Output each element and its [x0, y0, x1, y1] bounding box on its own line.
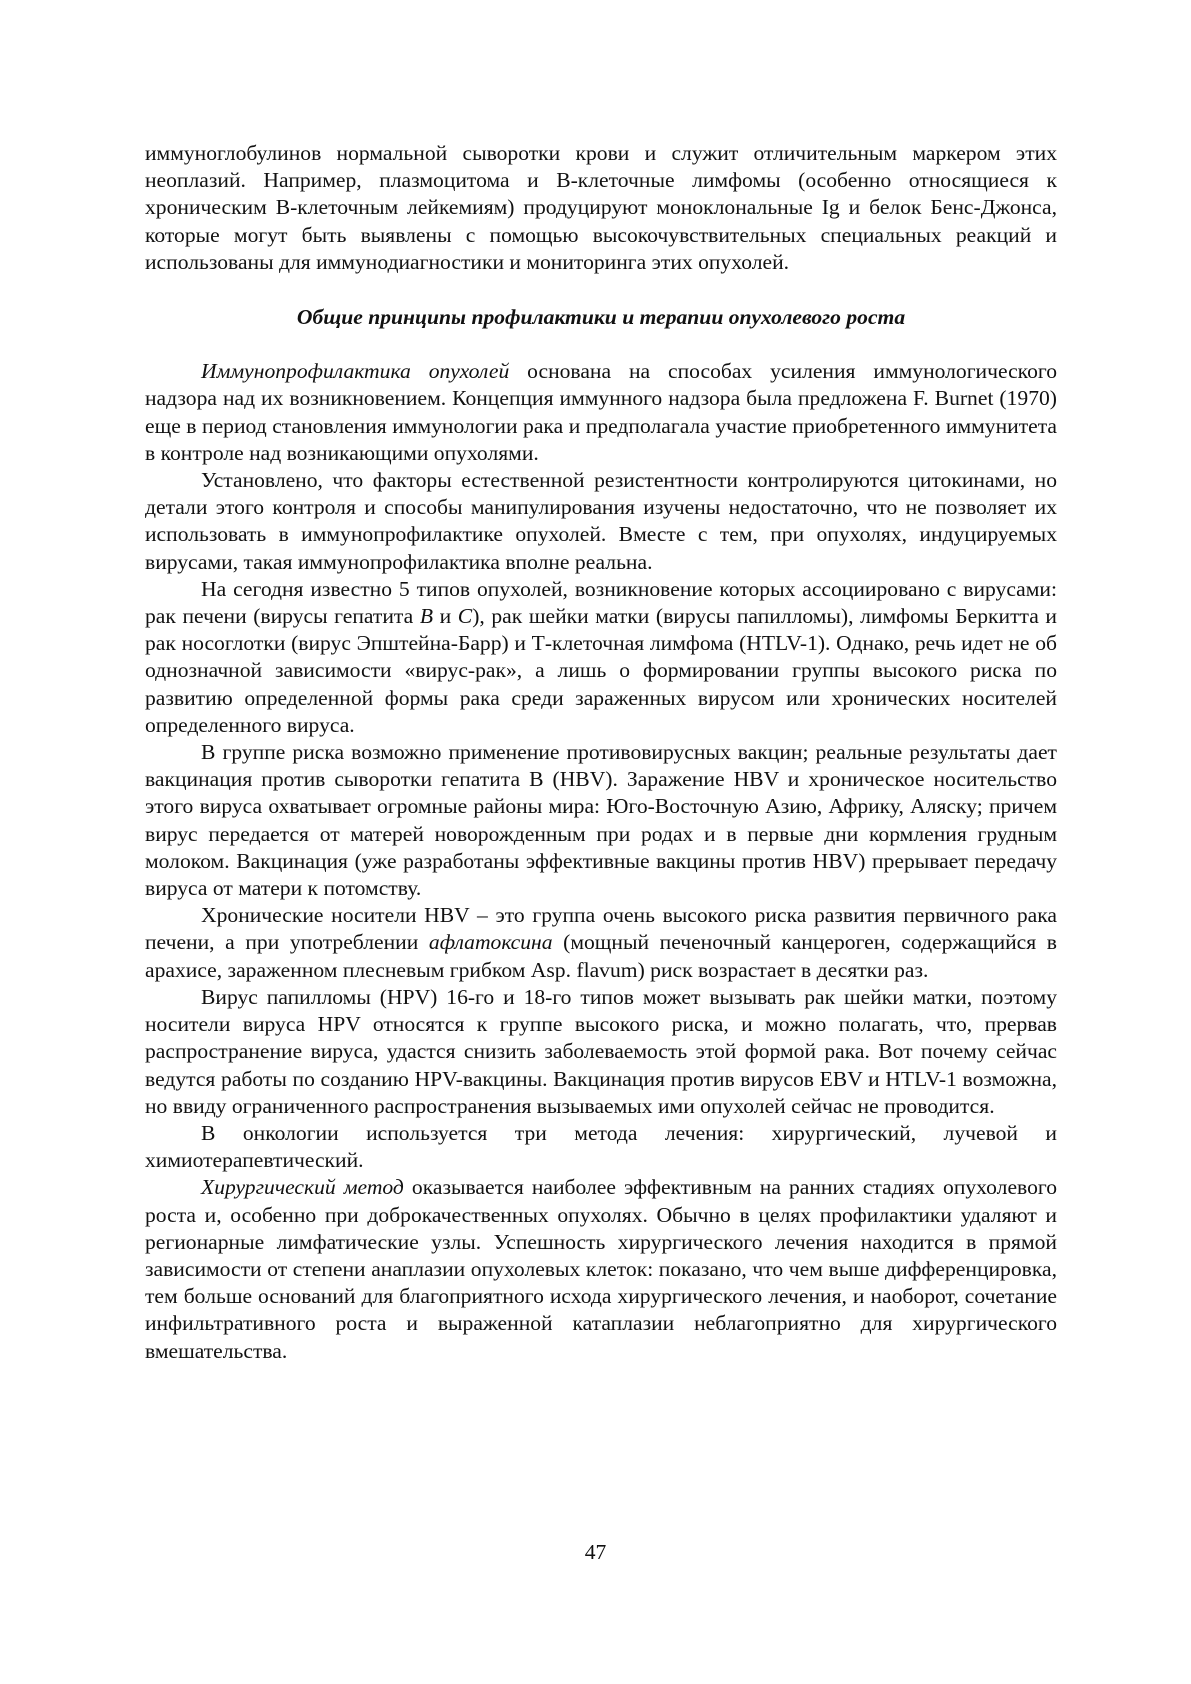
term-aflatoxin: афлатоксина: [428, 930, 553, 955]
term-surgical-method: Хирургический метод: [201, 1175, 404, 1200]
paragraph-surgical-method: [145, 1174, 1057, 1364]
paragraph-natural-resistance: Установлено, что факторы естественной резистентности контролируются цитокинами, но детали этого контроля и способы манипулирования изучены недостаточно, что не позволяет их использовать в иммунопрофилактике опухолей. Вместе с тем, при опухолях, индуцируемых вирусами, такая иммунопрофилактика вполне реальна.: [145, 468, 1057, 574]
term-immunoprophylaxis: Иммунопрофилактика опухолей: [201, 359, 510, 384]
paragraph-hbv-vaccination: В группе риска возможно применение противовирусных вакцин; реальные результаты дает вакцинация против сыворотки гепатита В (HBV). Заражение HBV и хроническое носительство этого вируса охватывает огромные районы мира: Юго-Восточную Азию, Африку, Аляску; причем вирус передается от матерей новорожденным при родах и в первые дни кормления грудным молоком. Вакцинация (уже разработаны эффективные вакцины против HBV) прерывает передачу вируса от матери к потомству.: [145, 740, 1057, 901]
virus-b-label: B: [419, 604, 434, 629]
paragraph-text: На сегодня известно 5 типов опухолей, возникновение которых ассоциировано с вирусами: рак печени (вирусы гепатита: [145, 576, 1057, 629]
paragraph-virus-tumors: [145, 576, 1057, 739]
paragraph-text: оказывается наиболее эффективным на ранних стадиях опухолевого роста и, особенно при доброкачественных опухолях. Обычно в целях профилактики удаляют и регионарные лимфатические узлы. Успешность хирургического лечения находится в прямой зависимости от степени анаплазии опухолевых клеток: показано, что чем выше дифференцировка, тем больше оснований для благоприятного исхода хирургического лечения, и наоборот, сочетание инфильтративного роста и выраженной катаплазии неблагоприятно для хирургического вмешательства.: [145, 1175, 1057, 1363]
paragraph-immunoprophylaxis: [145, 358, 1057, 467]
page-number: 47: [584, 1540, 607, 1564]
paragraph-treatment-methods: В онкологии используется три метода лечения: хирургический, лучевой и химиотерапевтический.: [145, 1120, 1057, 1173]
continuation-paragraph: иммуноглобулинов нормальной сыворотки крови и служит отличительным маркером этих неоплазий. Например, плазмоцитома и В-клеточные лимфомы (особенно относящиеся к хроническим В-клеточным лейкемиям) продуцируют моноклональные Ig и белок Бенс-Джонса, которые могут быть выявлены с помощью высокочувствительных специальных реакций и использованы для иммунодиагностики и мониторинга этих опухолей.: [145, 141, 1057, 274]
paragraph-text: основана на способах усиления иммунологического надзора над их возникновением. Концепция иммунного надзора была предложена F. Burnet (1970) еще в период становления иммунологии рака и предполагала участие приобретенного иммунитета в контроле над возникающими опухолями.: [145, 359, 1057, 465]
paragraph-hpv: Вирус папилломы (HPV) 16-го и 18-го типов может вызывать рак шейки матки, поэтому носители вируса HPV относятся к группе высокого риска, и можно полагать, что, прервав распространение вируса, удастся снизить заболеваемость этой формой рака. Вот почему сейчас ведутся работы по созданию HPV-вакцины. Вакцинация против вирусов EBV и HTLV-1 возможна, но ввиду ограниченного распространения вызываемых ими опухолей сейчас не проводится.: [145, 984, 1057, 1118]
page-body: [145, 140, 1057, 1365]
section-heading: Общие принципы профилактики и терапии опухолевого роста: [296, 305, 906, 330]
paragraph-text: (мощный печеночный канцероген, содержащийся в арахисе, зараженном плесневым грибком Asp. flavum) риск возрастает в десятки раз.: [145, 930, 1057, 982]
paragraph-text: ), рак шейки матки (вирусы папилломы), лимфомы Беркитта и рак носоглотки (вирус Эпштейна-Барр) и Т-клеточная лимфома (HTLV-1). Однако, речь идет не об однозначной зависимости «вирус-рак», а лишь о формировании группы высокого риска по развитию определенной формы рака среди зараженных вирусом или хронических носителей определенного вируса.: [145, 604, 1057, 737]
paragraph-hbv-carriers: [145, 902, 1057, 984]
paragraph-text: Хронические носители HBV – это группа очень высокого риска развития первичного рака печени, а при употреблении: [145, 903, 1057, 955]
virus-c-label: C: [457, 604, 473, 629]
paragraph-text: и: [433, 604, 458, 629]
